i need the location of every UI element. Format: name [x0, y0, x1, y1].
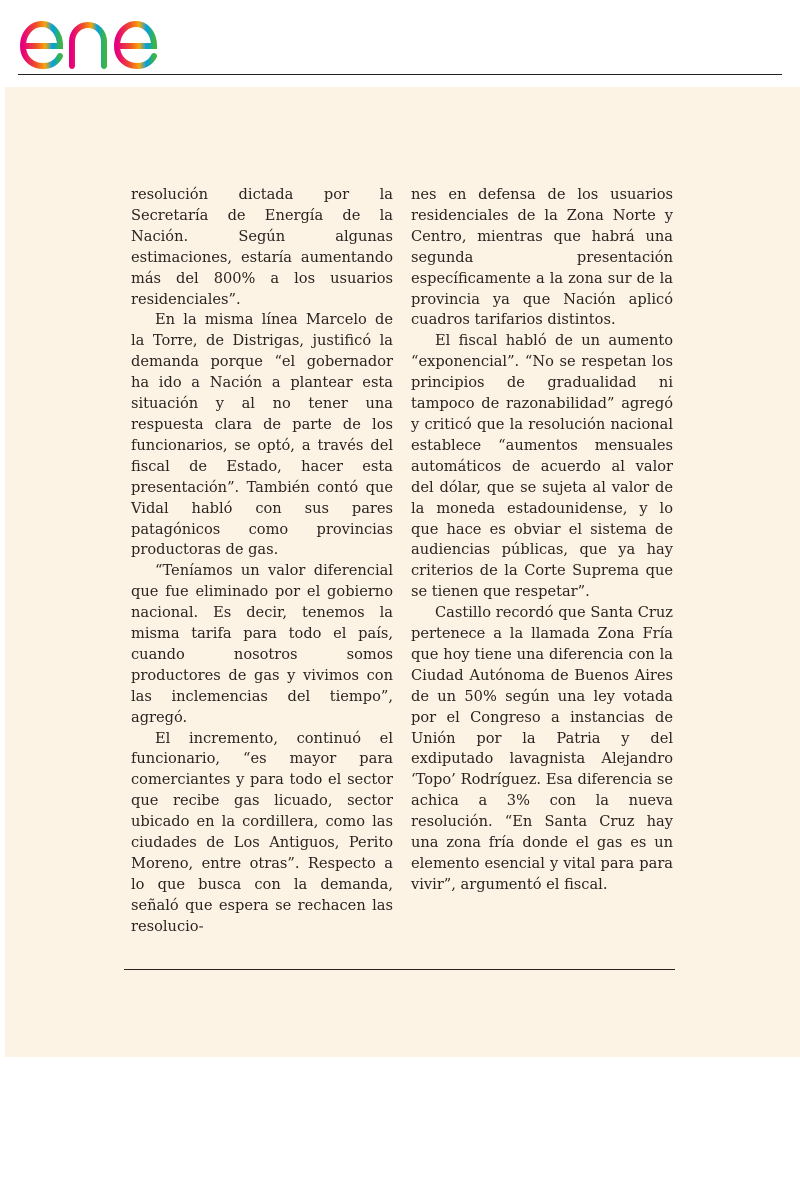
article-paragraph: El incremento, continuó el funcionario, “es mayor para comerciantes y para todo el sector que recibe gas licuado, sector ubicado en la cordillera, como las ciudades de Los Antiguos, Perito Moreno, entre otras”. Respecto a lo que busca con la demanda, señaló que espera se rechacen las resolucio-	[131, 729, 393, 935]
header-divider	[18, 74, 782, 75]
article-paragraph: “Teníamos un valor diferencial que fue eliminado por el gobierno nacional. Es decir, tenemos la misma tarifa para todo el país, cuando nosotros somos productores de gas y vivimos con las inclemencias del tiempo”, agregó.	[131, 562, 393, 726]
newspaper-clipping	[5, 87, 800, 1057]
enel-logo	[14, 2, 204, 72]
article-paragraph: resolución dictada por la Secretaría de Energía de la Nación. Según algunas estimaciones, estaría aumentando más del 800% a los usuarios residenciales”.	[131, 186, 393, 308]
article-paragraph: En la misma línea Marcelo de la Torre, de Distrigas, justificó la demanda porque “el gobernador ha ido a Nación a plantear esta situación y al no tener una respuesta clara de parte de los funcionarios, se optó, a través del fiscal de Estado, hacer esta presentación”. También contó que Vidal habló con sus pares patagónicos como provincias productoras de gas.	[131, 311, 393, 559]
article-paragraph: nes en defensa de los usuarios residenciales de la Zona Norte y Centro, mientras que habrá una segunda presentación específicamente a la zona sur de la provincia ya que Nación aplicó cuadros tarifarios distintos.	[411, 186, 673, 329]
article-column-left	[131, 185, 393, 938]
article-paragraph: El fiscal habló de un aumento “exponencial”. “No se respetan los principios de gradualidad ni tampoco de razonabilidad” agregó y criticó que la resolución nacional establece “aumentos mensuales automáticos de acuerdo al valor del dólar, que se sujeta al valor de la moneda estadounidense, y lo que hace es obviar el sistema de audiencias públicas, que ya hay criterios de la Corte Suprema que se tienen que respetar”.	[411, 332, 673, 601]
article-end-divider	[124, 969, 675, 970]
article-paragraph: Castillo recordó que Santa Cruz pertenece a la llamada Zona Fría que hoy tiene una diferencia con la Ciudad Autónoma de Buenos Aires de un 50% según una ley votada por el Congreso a instancias de Unión por la Patria y del exdiputado lavagnista Alejandro ‘Topo’ Rodríguez. Esa diferencia se achica a 3% con la nueva resolución. “En Santa Cruz hay una zona fría donde el gas es un elemento esencial y vital para para vivir”, argumentó el fiscal.	[411, 604, 673, 893]
article-column-right	[411, 185, 673, 896]
